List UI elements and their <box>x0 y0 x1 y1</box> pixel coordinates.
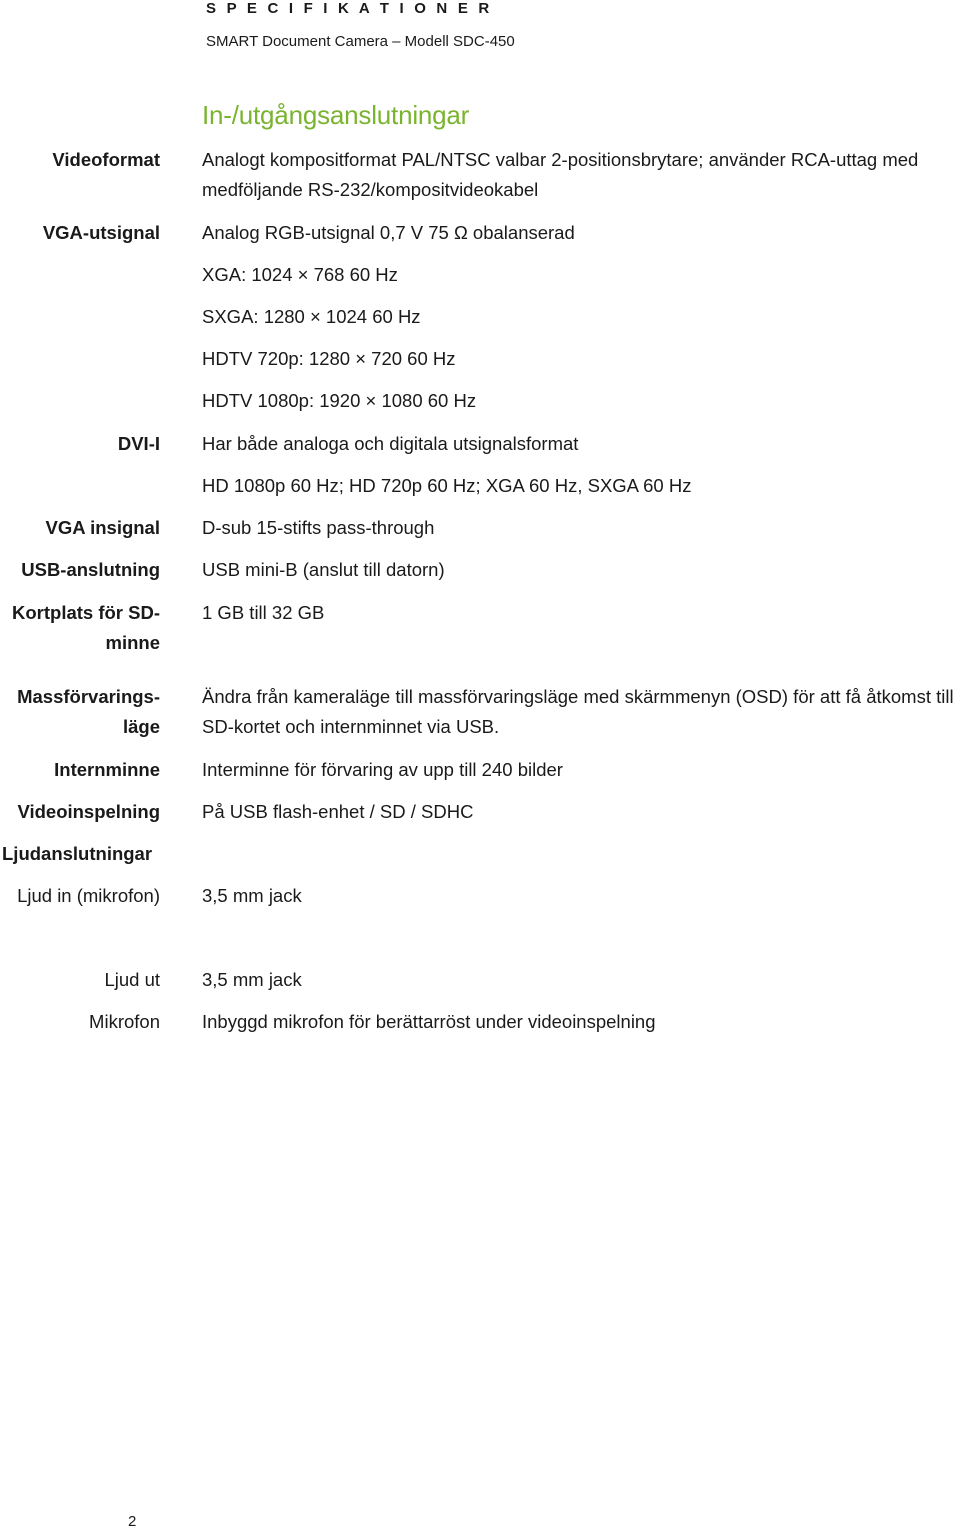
spec-label-microphone: Mikrofon <box>89 1011 160 1032</box>
spec-value-vga-out-4: HDTV 720p: 1280 × 720 60 Hz <box>202 348 456 369</box>
spec-value-video-recording: På USB flash-enhet / SD / SDHC <box>202 801 474 822</box>
spec-label-audio-in: Ljud in (mikrofon) <box>17 885 160 906</box>
spec-label-videoformat: Videoformat <box>52 149 160 170</box>
spec-label-dvi: DVI-I <box>117 433 160 454</box>
spec-value-usb: USB mini-B (anslut till datorn) <box>202 559 445 580</box>
spec-value-vga-out-3: SXGA: 1280 × 1024 60 Hz <box>202 306 421 327</box>
spec-label-internal-memory: Internminne <box>54 759 160 780</box>
spec-value-dvi-2: HD 1080p 60 Hz; HD 720p 60 Hz; XGA 60 Hz, SXGA 60 Hz <box>202 475 692 496</box>
spec-value-vga-out-2: XGA: 1024 × 768 60 Hz <box>202 264 398 285</box>
header-subtitle: SMART Document Camera – Modell SDC-450 <box>206 33 515 50</box>
spec-value-dvi-1: Har både analoga och digitala utsignalsformat <box>202 433 579 454</box>
spec-value-vga-out-5: HDTV 1080p: 1920 × 1080 60 Hz <box>202 390 477 411</box>
spec-value-vga-out-1: Analog RGB-utsignal 0,7 V 75 Ω obalanserad <box>202 222 575 243</box>
spec-label-usb: USB-anslutning <box>21 559 160 580</box>
spec-value-sd: 1 GB till 32 GB <box>202 602 325 623</box>
spec-value-mass-storage: Ändra från kameraläge till massförvaringsläge med skärmmenyn (OSD) för att få åtkomst till SD-kortet och internminnet via USB. <box>202 686 954 737</box>
spec-value-vga-in: D-sub 15-stifts pass-through <box>202 517 435 538</box>
spec-label-audio-out: Ljud ut <box>104 969 160 990</box>
spec-value-audio-in: 3,5 mm jack <box>202 885 302 906</box>
audio-section-heading: Ljudanslutningar <box>2 843 153 864</box>
page-number: 2 <box>128 1513 137 1530</box>
spec-value-microphone: Inbyggd mikrofon för berättarröst under videoinspelning <box>202 1011 656 1032</box>
spec-value-videoformat: Analogt kompositformat PAL/NTSC valbar 2-positionsbrytare; använder RCA-uttag med medföljande RS-232/kompositvideokabel <box>202 149 919 200</box>
spec-value-internal-memory: Interminne för förvaring av upp till 240 bilder <box>202 759 563 780</box>
spec-label-mass-storage: Massförvarings-läge <box>17 686 160 737</box>
spec-label-vga-out: VGA-utsignal <box>42 222 160 243</box>
spec-label-sd: Kortplats för SD-minne <box>12 602 160 653</box>
spec-label-video-recording: Videoinspelning <box>17 801 160 822</box>
header-title: S P E C I F I K A T I O N E R <box>206 0 493 17</box>
spec-value-audio-out: 3,5 mm jack <box>202 969 302 990</box>
spec-label-vga-in: VGA insignal <box>45 517 160 538</box>
section-title: In-/utgångsanslutningar <box>202 100 470 130</box>
